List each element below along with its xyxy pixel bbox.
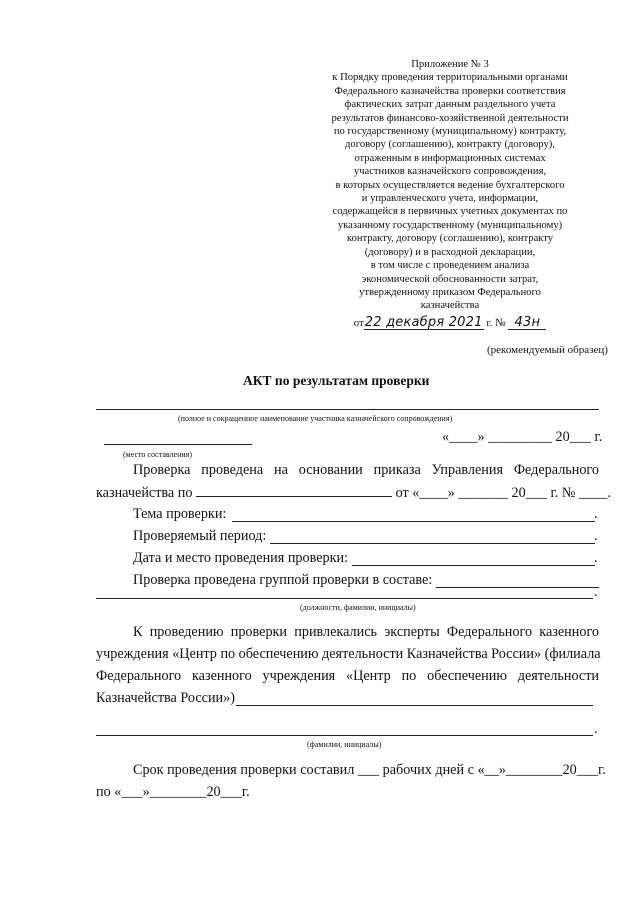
appendix-line: указанному государственному (муниципальному) (337, 219, 563, 231)
names-line (96, 735, 593, 736)
topic-field (133, 506, 226, 523)
appendix-line: содержащейся в первичных учетных документах по (332, 206, 568, 218)
appendix-line: в которых осуществляется ведение бухгалтерского (335, 179, 565, 191)
experts-line-4-blank (236, 705, 593, 706)
appendix-line: (договору) и в расходной декларации, (364, 246, 536, 258)
appendix-line: экономической обоснованности затрат, (361, 273, 539, 285)
handwritten-order-date: 22 декабря 2021 (364, 314, 483, 330)
appendix-line: фактических затрат данным раздельного учета (344, 99, 556, 111)
appendix-line: Федерального казначейства проверки соответствия (334, 85, 566, 97)
basis-prefix: казначейства по (96, 485, 193, 501)
appendix-line: в том числе с проведением анализа (370, 260, 530, 272)
appendix-line: казначейства (420, 300, 480, 312)
appendix-title: Приложение № 3 (411, 59, 489, 70)
appendix-line: утвержденному приказом Федерального (359, 286, 541, 298)
sample-note: (рекомендуемый образец) (487, 344, 608, 356)
date-place-line (352, 565, 595, 566)
basis-line-1: Проверка проведена на основании приказа Управления Федерального (133, 462, 599, 478)
experts-line-3: Федерального казенного учреждения «Центр по обеспечению деятельности (96, 668, 599, 684)
document-page: Приложение № 3 к Порядку проведения территориальными органами Федерального казначейства проверки соответствия фактических затрат данным раздельного учета результатов финансово-хозяйственной деятельности по государственному (муниципальному) контракту, договору (соглашению), контракту (договору), отраженным в информационных системах участников казначейского сопровождения, в которых осуществляется ведение бухгалтерского и управленческого учета, информации, содержащейся в первичных учетных документах по указанному государственному (муниципальному) контракту, договору (соглашению), контракту (договору) и в расходной декларации, в том числе с проведением анализа экономической обоснованности затрат, утвержденному приказом Федерального казначейства от22 декабря 2021 г. № 43н (рекомендуемый образец) АКТ по результатам проверки (полное и сокращенное наименование участника казначейского сопровождения) «____» _________ 20___ г. (место составления) Проверка проведена на основании приказа Управления Федерального казначейства по от «____» _______ 20___ г. № ____. Тема проверки: . Проверяемый период: . Дата и место проведения проверки: . Проверка проведена группой проверки в составе: . (должности, фамилии, инициалы) К проведению проверки привлекались эксперты Федерального казенного учреждения «Центр по обеспечению деятельности Казначейства России» (филиала Федерального казенного учреждения «Центр по обеспечению деятельности Казначейства России») . (фамилии, инициалы) Срок проведения проверки составил ___ рабочих дней с «__»________20___г. по «___»________20___г. (96, 59, 611, 800)
names-caption: (фамилии, инициалы) (307, 740, 382, 749)
act-date: «____» _________ 20___ г. (442, 429, 603, 445)
appendix-header (300, 58, 600, 330)
appendix-lines (300, 71, 600, 312)
appendix-line: и управленческого учета, информации, (361, 193, 539, 205)
order-prefix: от (353, 316, 364, 329)
topic-label: Тема проверки: (133, 506, 227, 522)
positions-caption: (должности, фамилии, инициалы) (300, 603, 416, 612)
topic-line (232, 521, 595, 522)
basis-end: ____. (578, 485, 611, 501)
appendix-line: отраженным в информационных системах (354, 152, 546, 164)
participant-caption: (полное и сокращенное наименование участника казначейского сопровождения) (178, 414, 453, 423)
term-line-2: по «___»________20___г. (96, 784, 250, 800)
basis-blank (196, 484, 392, 497)
date-place-label: Дата и место проведения проверки: (133, 550, 349, 566)
appendix-line: к Порядку проведения территориальными органами (332, 72, 568, 84)
appendix-line: результатов финансово-хозяйственной деятельности (331, 112, 569, 124)
handwritten-order-number: 43н (508, 316, 546, 330)
appendix-line: участников казначейского сопровождения, (353, 166, 547, 178)
positions-line (96, 598, 593, 599)
appendix-line: по государственному (муниципальному) контракту, (333, 126, 567, 138)
appendix-line: договору (соглашению), контракту (договору), (345, 139, 555, 151)
period-line (270, 543, 595, 544)
participant-line (96, 409, 599, 410)
place-line (104, 444, 252, 445)
experts-line-2: учреждения «Центр по обеспечению деятельности Казначейства России» (филиала (96, 646, 601, 662)
appendix-line: контракту, договору (соглашению), контракту (346, 233, 554, 245)
date-place-field (133, 550, 348, 567)
experts-line-4: Казначейства России») (96, 690, 235, 706)
basis-date: от «____» _______ 20___ г. № (395, 485, 576, 501)
order-line (300, 316, 600, 330)
group-line (436, 587, 599, 588)
act-title: АКТ по результатам проверки (243, 373, 430, 388)
term-line-1: Срок проведения проверки составил ___ рабочих дней с «__»________20___г. (133, 762, 606, 778)
period-label: Проверяемый период: (133, 528, 267, 544)
period-field (133, 528, 266, 545)
place-caption: (место составления) (123, 450, 192, 459)
experts-line-1: К проведению проверки привлекались эксперты Федерального казенного (133, 624, 599, 640)
group-label: Проверка проведена группой проверки в составе: (133, 572, 433, 588)
order-suffix: г. № (486, 316, 506, 329)
basis-line-2 (96, 484, 611, 502)
group-field (133, 572, 432, 589)
